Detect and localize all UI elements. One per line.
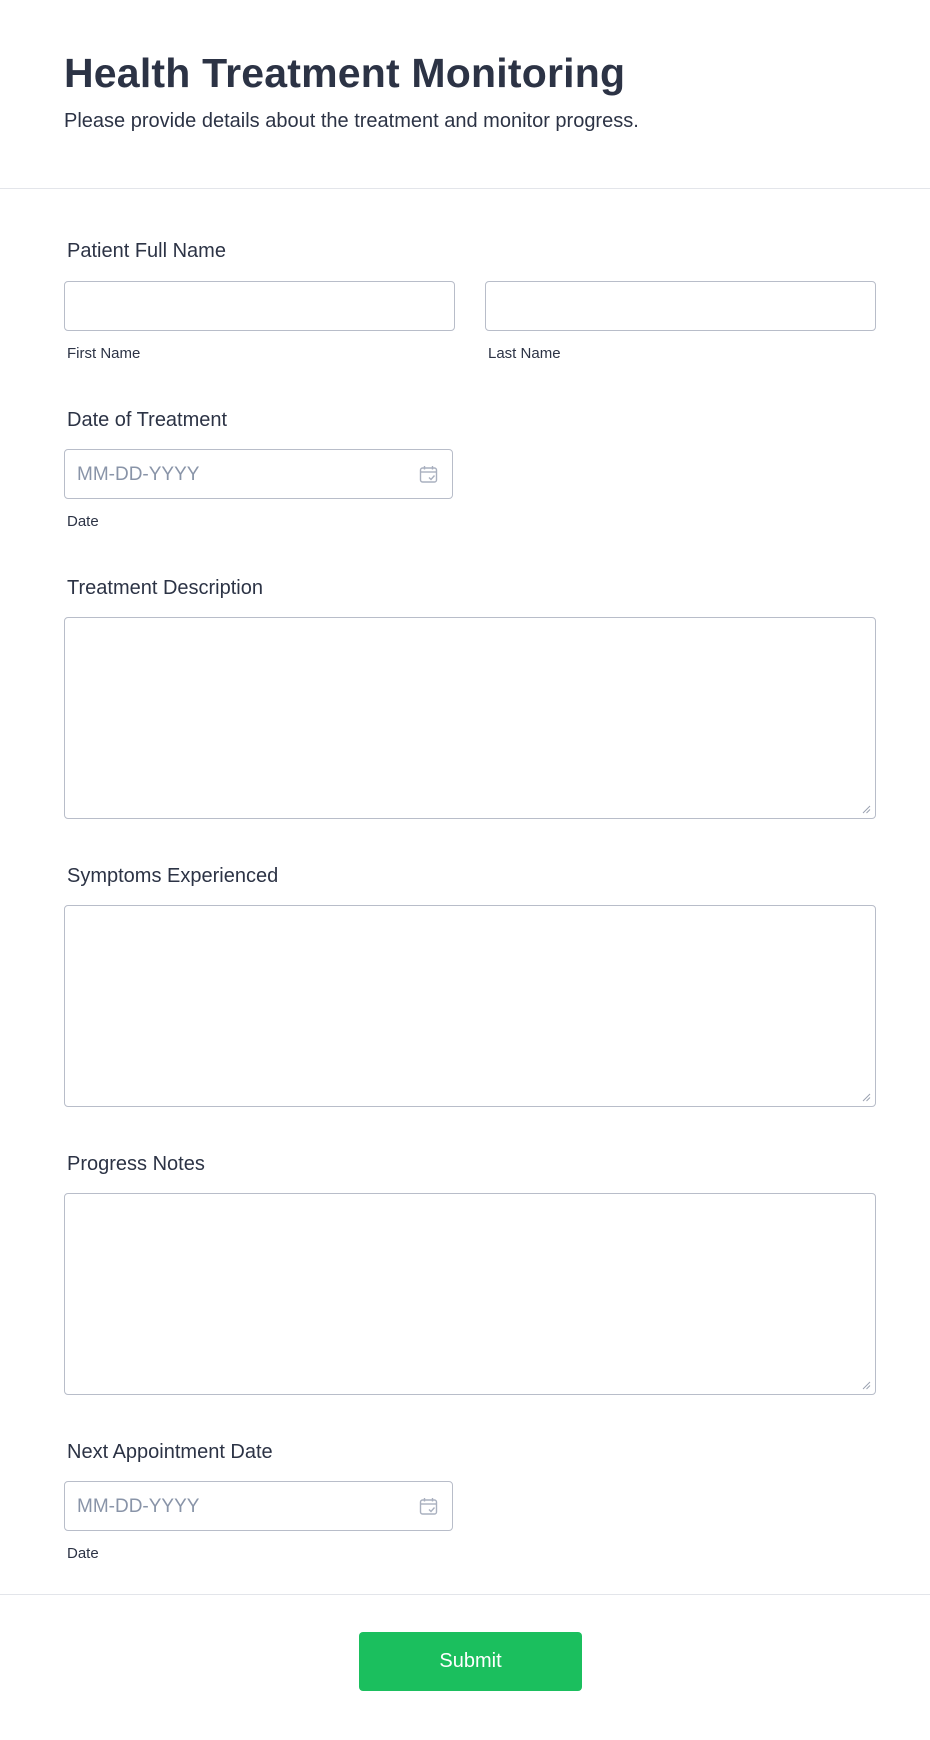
first-name-input[interactable]	[64, 281, 455, 331]
form-subtitle: Please provide details about the treatment and monitor progress.	[64, 110, 639, 132]
submit-button[interactable]: Submit	[359, 1632, 582, 1691]
calendar-icon[interactable]	[419, 1497, 438, 1516]
form-title: Health Treatment Monitoring	[64, 50, 626, 96]
next-appointment-input[interactable]	[64, 1481, 453, 1531]
progress-notes-label: Progress Notes	[67, 1153, 205, 1175]
next-appointment-sublabel: Date	[67, 1545, 99, 1562]
symptoms-textarea[interactable]	[64, 905, 876, 1107]
last-name-sublabel: Last Name	[488, 345, 561, 362]
symptoms-label: Symptoms Experienced	[67, 865, 279, 887]
treatment-description-textarea[interactable]	[64, 617, 876, 819]
patient-name-label: Patient Full Name	[67, 240, 226, 262]
last-name-input[interactable]	[485, 281, 876, 331]
first-name-sublabel: First Name	[67, 345, 141, 362]
resize-handle-icon[interactable]	[862, 1093, 871, 1102]
treatment-date-label: Date of Treatment	[67, 409, 228, 431]
form-header	[0, 0, 930, 189]
treatment-date-sublabel: Date	[67, 513, 99, 530]
next-appointment-placeholder: MM-DD-YYYY	[77, 1496, 200, 1517]
progress-notes-textarea[interactable]	[64, 1193, 876, 1395]
treatment-date-placeholder: MM-DD-YYYY	[77, 464, 200, 485]
calendar-icon[interactable]	[419, 465, 438, 484]
treatment-date-input[interactable]	[64, 449, 453, 499]
next-appointment-label: Next Appointment Date	[67, 1441, 273, 1463]
treatment-description-label: Treatment Description	[67, 577, 263, 599]
resize-handle-icon[interactable]	[862, 1381, 871, 1390]
footer-divider	[0, 1594, 930, 1595]
resize-handle-icon[interactable]	[862, 805, 871, 814]
